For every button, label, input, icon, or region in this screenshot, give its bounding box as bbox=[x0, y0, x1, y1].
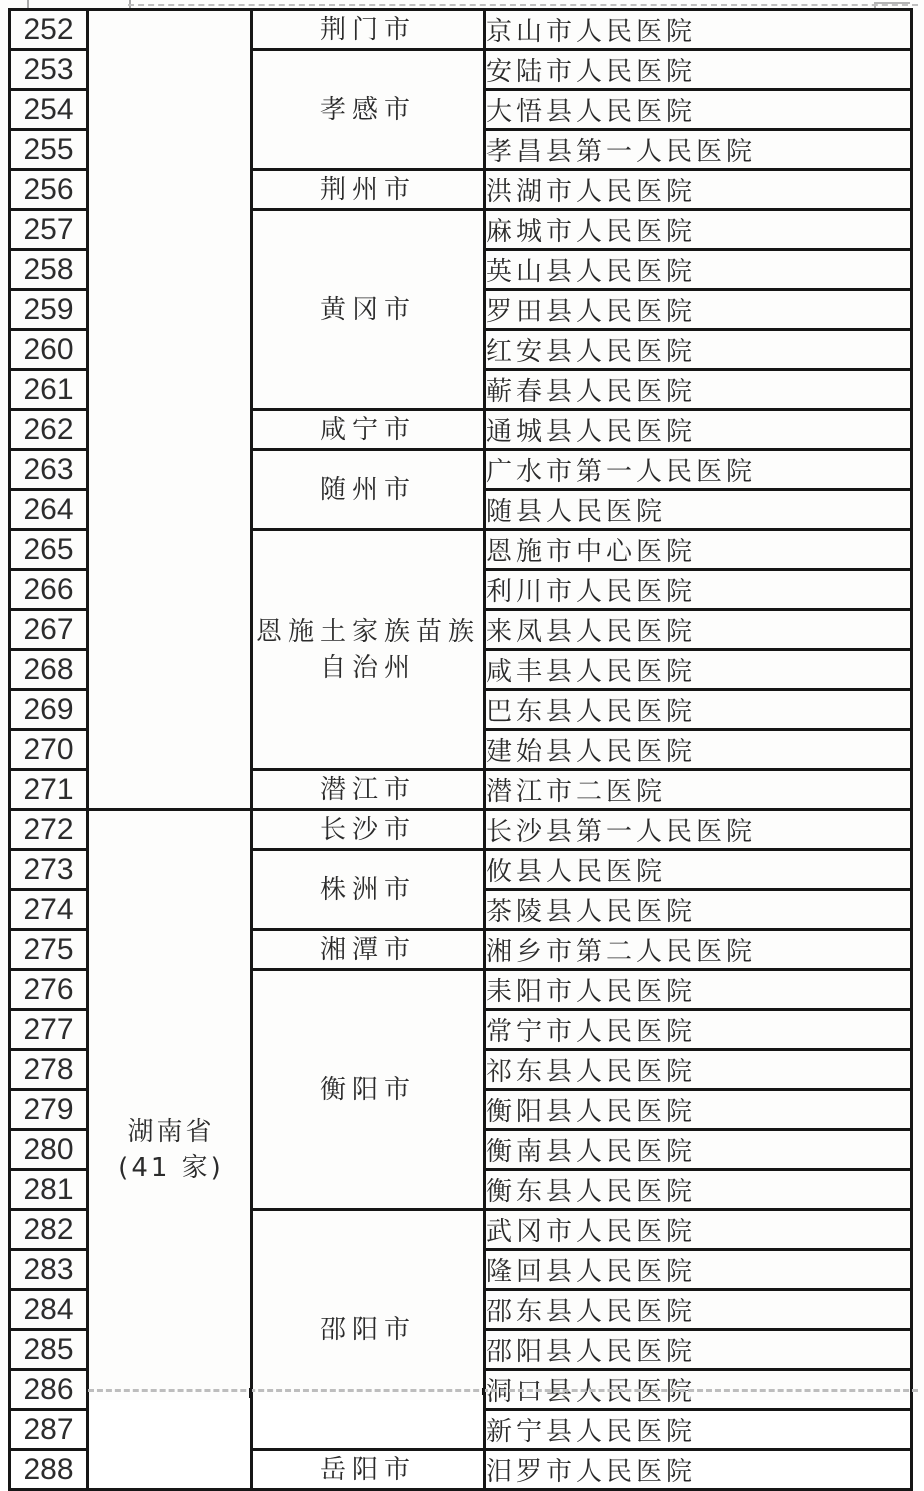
hospital-cell: 茶陵县人民医院 bbox=[485, 890, 912, 930]
city-cell: 邵阳市 bbox=[252, 1210, 485, 1450]
hospital-cell: 长沙县第一人民医院 bbox=[485, 810, 912, 850]
hospital-cell: 来凤县人民医院 bbox=[485, 610, 912, 650]
row-number-cell: 283 bbox=[10, 1250, 88, 1290]
row-number-cell: 280 bbox=[10, 1130, 88, 1170]
table-row bbox=[10, 10, 912, 50]
hospital-cell: 汨罗市人民医院 bbox=[485, 1450, 912, 1490]
city-cell: 黄冈市 bbox=[252, 210, 485, 410]
row-number-cell: 269 bbox=[10, 690, 88, 730]
hospital-cell: 京山市人民医院 bbox=[485, 10, 912, 50]
city-cell: 长沙市 bbox=[252, 810, 485, 850]
row-number-cell: 266 bbox=[10, 570, 88, 610]
hospital-cell: 巴东县人民医院 bbox=[485, 690, 912, 730]
stitch-dashed-line-top bbox=[128, 4, 918, 6]
hospital-cell: 耒阳市人民医院 bbox=[485, 970, 912, 1010]
row-number-cell: 282 bbox=[10, 1210, 88, 1250]
hospital-cell: 麻城市人民医院 bbox=[485, 210, 912, 250]
hospital-cell: 咸丰县人民医院 bbox=[485, 650, 912, 690]
city-cell: 潜江市 bbox=[252, 770, 485, 810]
hospital-cell: 洪湖市人民医院 bbox=[485, 170, 912, 210]
row-number-cell: 267 bbox=[10, 610, 88, 650]
city-cell: 荆州市 bbox=[252, 170, 485, 210]
row-number-cell: 254 bbox=[10, 90, 88, 130]
row-number-cell: 270 bbox=[10, 730, 88, 770]
hospital-cell: 罗田县人民医院 bbox=[485, 290, 912, 330]
row-number-cell: 275 bbox=[10, 930, 88, 970]
hospital-cell: 衡南县人民医院 bbox=[485, 1130, 912, 1170]
row-number-cell: 284 bbox=[10, 1290, 88, 1330]
city-cell: 恩施土家族苗族自治州 bbox=[252, 530, 485, 770]
hospital-cell: 广水市第一人民医院 bbox=[485, 450, 912, 490]
hospital-cell: 英山县人民医院 bbox=[485, 250, 912, 290]
city-cell: 岳阳市 bbox=[252, 1450, 485, 1490]
hospital-cell: 恩施市中心医院 bbox=[485, 530, 912, 570]
hospital-cell: 通城县人民医院 bbox=[485, 410, 912, 450]
province-name: 湖南省 bbox=[127, 1116, 215, 1147]
row-number-cell: 261 bbox=[10, 370, 88, 410]
row-number-cell: 279 bbox=[10, 1090, 88, 1130]
table-row bbox=[10, 810, 912, 850]
hospital-cell: 邵东县人民医院 bbox=[485, 1290, 912, 1330]
hospital-cell: 孝昌县第一人民医院 bbox=[485, 130, 912, 170]
column-line-tick bbox=[249, 1388, 252, 1398]
row-number-cell: 286 bbox=[10, 1370, 88, 1410]
stitch-dashed-line-bottom bbox=[88, 1389, 918, 1392]
city-cell: 株洲市 bbox=[252, 850, 485, 930]
row-number-cell: 255 bbox=[10, 130, 88, 170]
row-number-cell: 278 bbox=[10, 1050, 88, 1090]
row-number-cell: 264 bbox=[10, 490, 88, 530]
row-number-cell: 273 bbox=[10, 850, 88, 890]
row-number-cell: 277 bbox=[10, 1010, 88, 1050]
hospital-list-table bbox=[8, 8, 913, 1491]
hospital-cell: 隆回县人民医院 bbox=[485, 1250, 912, 1290]
row-number-cell: 263 bbox=[10, 450, 88, 490]
city-cell: 衡阳市 bbox=[252, 970, 485, 1210]
row-number-cell: 276 bbox=[10, 970, 88, 1010]
province-cell bbox=[88, 810, 252, 1490]
city-cell: 咸宁市 bbox=[252, 410, 485, 450]
hospital-cell: 湘乡市第二人民医院 bbox=[485, 930, 912, 970]
row-number-cell: 265 bbox=[10, 530, 88, 570]
city-cell: 荆门市 bbox=[252, 10, 485, 50]
province-count: (41 家) bbox=[118, 1152, 224, 1183]
row-number-cell: 268 bbox=[10, 650, 88, 690]
row-number-cell: 274 bbox=[10, 890, 88, 930]
row-number-cell: 253 bbox=[10, 50, 88, 90]
city-cell: 湘潭市 bbox=[252, 930, 485, 970]
row-number-cell: 287 bbox=[10, 1410, 88, 1450]
row-number-cell: 262 bbox=[10, 410, 88, 450]
row-number-cell: 272 bbox=[10, 810, 88, 850]
row-number-cell: 271 bbox=[10, 770, 88, 810]
row-number-cell: 288 bbox=[10, 1450, 88, 1490]
row-number-cell: 258 bbox=[10, 250, 88, 290]
row-number-cell: 259 bbox=[10, 290, 88, 330]
row-number-cell: 252 bbox=[10, 10, 88, 50]
row-number-cell: 285 bbox=[10, 1330, 88, 1370]
hospital-cell: 蕲春县人民医院 bbox=[485, 370, 912, 410]
row-number-cell: 281 bbox=[10, 1170, 88, 1210]
hospital-cell: 建始县人民医院 bbox=[485, 730, 912, 770]
hospital-cell: 洞口县人民医院 bbox=[485, 1370, 912, 1410]
city-cell: 孝感市 bbox=[252, 50, 485, 170]
hospital-cell: 祁东县人民医院 bbox=[485, 1050, 912, 1090]
hospital-cell: 攸县人民医院 bbox=[485, 850, 912, 890]
hospital-cell: 红安县人民医院 bbox=[485, 330, 912, 370]
column-line-tick bbox=[482, 1388, 485, 1395]
hospital-cell: 衡东县人民医院 bbox=[485, 1170, 912, 1210]
hospital-cell: 衡阳县人民医院 bbox=[485, 1090, 912, 1130]
city-cell: 随州市 bbox=[252, 450, 485, 530]
hospital-cell: 随县人民医院 bbox=[485, 490, 912, 530]
hospital-cell: 大悟县人民医院 bbox=[485, 90, 912, 130]
row-number-cell: 260 bbox=[10, 330, 88, 370]
row-number-cell: 257 bbox=[10, 210, 88, 250]
hospital-cell: 新宁县人民医院 bbox=[485, 1410, 912, 1450]
row-number-cell: 256 bbox=[10, 170, 88, 210]
hospital-cell: 潜江市二医院 bbox=[485, 770, 912, 810]
hospital-cell: 武冈市人民医院 bbox=[485, 1210, 912, 1250]
province-cell bbox=[88, 10, 252, 810]
hospital-cell: 利川市人民医院 bbox=[485, 570, 912, 610]
hospital-cell: 邵阳县人民医院 bbox=[485, 1330, 912, 1370]
hospital-cell: 常宁市人民医院 bbox=[485, 1010, 912, 1050]
hospital-cell: 安陆市人民医院 bbox=[485, 50, 912, 90]
